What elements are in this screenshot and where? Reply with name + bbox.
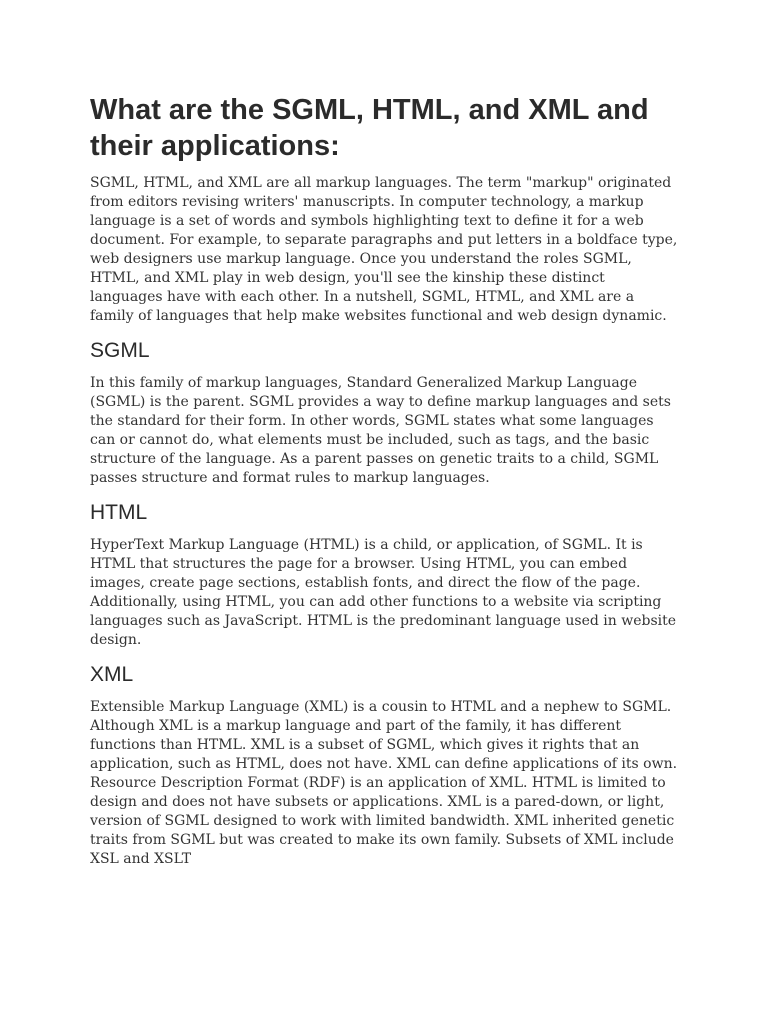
section-body-html: HyperText Markup Language (HTML) is a child, or application, of SGML. It is HTML that structures the page for a browser. Using HTML, you can embed images, create page sections, establish fonts, and direct the flow of the page. Additionally, using HTML, you can add other functions to a website via scripting languages such as JavaScript. HTML is the predominant language used in website design. [90, 537, 677, 648]
document-page [90, 92, 680, 869]
intro-paragraph: SGML, HTML, and XML are all markup languages. The term "markup" originated from editors revising writers' manuscripts. In computer technology, a markup language is a set of words and symbols highlighting text to define it for a web document. For example, to separate paragraphs and put letters in a boldface type, web designers use markup language. Once you understand the roles SGML, HTML, and XML play in web design, you'll see the kinship these distinct languages have with each other. In a nutshell, SGML, HTML, and XML are a family of languages that help make websites functional and web design dynamic. [90, 175, 678, 324]
section-body-sgml: In this family of markup languages, Standard Generalized Markup Language (SGML) is the parent. SGML provides a way to define markup languages and sets the standard for their form. In other words, SGML states what some languages can or cannot do, what elements must be included, such as tags, and the basic structure of the language. As a parent passes on genetic traits to a child, SGML passes structure and format rules to markup languages. [90, 375, 671, 486]
section-body-xml: Extensible Markup Language (XML) is a cousin to HTML and a nephew to SGML. Although XML is a markup language and part of the family, it has different functions than HTML. XML is a subset of SGML, which gives it rights that an application, such as HTML, does not have. XML can define applications of its own. Resource Description Format (RDF) is an application of XML. HTML is limited to design and does not have subsets or applications. XML is a pared-down, or light, version of SGML designed to work with limited bandwidth. XML inherited genetic traits from SGML but was created to make its own family. Subsets of XML include XSL and XSLT [90, 699, 678, 867]
section-heading-html: HTML [90, 501, 148, 524]
section-heading-xml: XML [90, 663, 134, 686]
section-heading-sgml: SGML [90, 339, 150, 362]
page-title: What are the SGML, HTML, and XML and their applications: [90, 94, 649, 162]
